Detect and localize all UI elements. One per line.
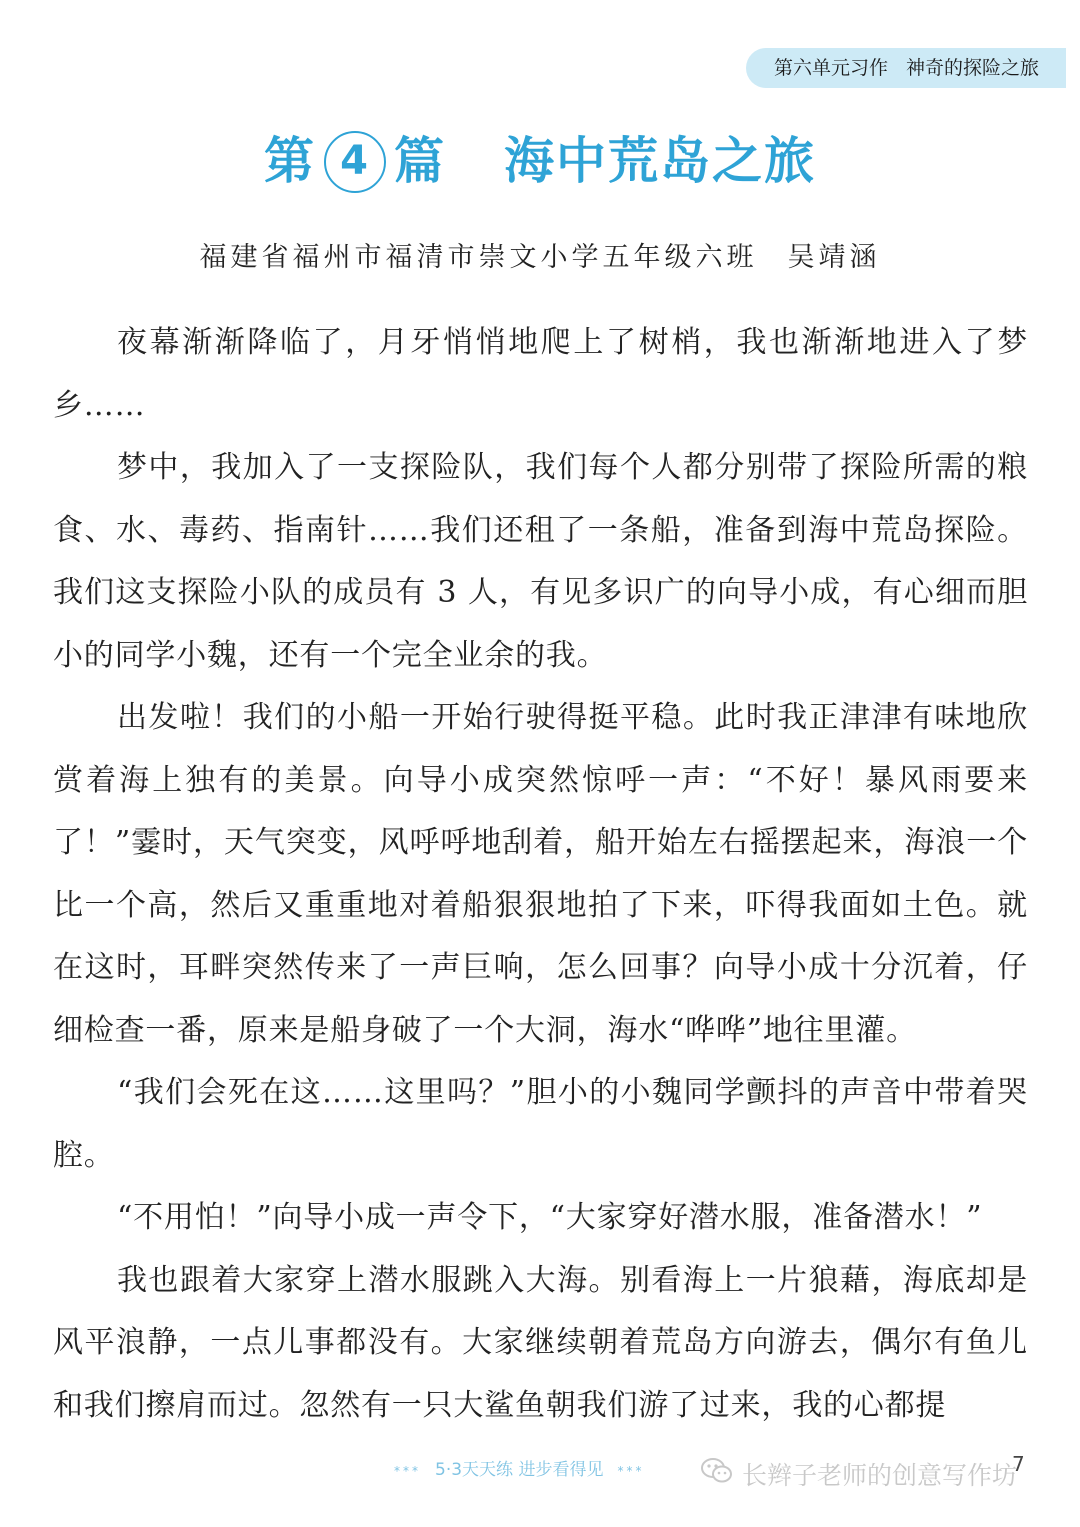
unit-label: 第六单元习作 <box>774 57 889 79</box>
article-body <box>53 312 1028 1437</box>
author-school: 福建省福州市福清市崇文小学五年级六班 <box>199 242 758 273</box>
paragraph: “不用怕！”向导小成一声令下，“大家穿好潜水服，准备潜水！” <box>117 1200 983 1235</box>
footer-stars-left: *** <box>394 1464 421 1478</box>
wechat-icon <box>700 1456 734 1498</box>
section-header-tab <box>746 48 1066 88</box>
watermark-text: 长辫子老师的创意写作坊 <box>742 1461 1018 1490</box>
footer-stars-right: *** <box>617 1464 645 1478</box>
article-number-badge: 4 <box>324 131 386 193</box>
title-name: 海中荒岛之旅 <box>504 132 816 190</box>
title-prefix: 第 <box>264 132 316 190</box>
article-title <box>0 126 1080 196</box>
paragraph: 出发啦！我们的小船一开始行驶得挺平稳。此时我正津津有味地欣赏着海上独有的美景。向导小成突然惊呼一声：“不好！暴风雨要来了！”霎时，天气突变，风呼呼地刮着，船开始左右摇摆起来，海浪一个比一个高，然后又重重地对着船狠狠地拍了下来，吓得我面如土色。就在这时，耳畔突然传来了一声巨响，怎么回事？向导小成十分沉着，仔细检查一番，原来是船身破了一个大洞，海水“哗哗”地往里灌。 <box>53 700 1028 1048</box>
author-name: 吴靖涵 <box>787 242 881 273</box>
title-suffix: 篇 <box>394 132 446 190</box>
paragraph: “我们会死在这……这里吗？”胆小的小魏同学颤抖的声音中带着哭腔。 <box>53 1075 1028 1173</box>
author-line <box>0 238 1080 278</box>
watermark <box>700 1456 1017 1496</box>
paragraph: 梦中，我加入了一支探险队，我们每个人都分别带了探险所需的粮食、水、毒药、指南针……我们还租了一条船，准备到海中荒岛探险。我们这支探险小队的成员有 3 人，有见多识广的向导小成，有心细而胆小的同学小魏，还有一个完全业余的我。 <box>53 450 1028 673</box>
paragraph: 我也跟着大家穿上潜水服跳入大海。别看海上一片狼藉，海底却是风平浪静，一点儿事都没有。大家继续朝着荒岛方向游去，偶尔有鱼儿和我们擦肩而过。忽然有一只大鲨鱼朝我们游了过来，我的心都提 <box>53 1262 1028 1423</box>
topic-label: 神奇的探险之旅 <box>906 57 1040 79</box>
page-footer <box>380 1455 658 1480</box>
footer-slogan: 5·3天天练 进步看得见 <box>435 1460 604 1480</box>
page-number: 7 <box>1012 1452 1025 1476</box>
paragraph: 夜幕渐渐降临了，月牙悄悄地爬上了树梢，我也渐渐地进入了梦乡…… <box>53 325 1028 423</box>
